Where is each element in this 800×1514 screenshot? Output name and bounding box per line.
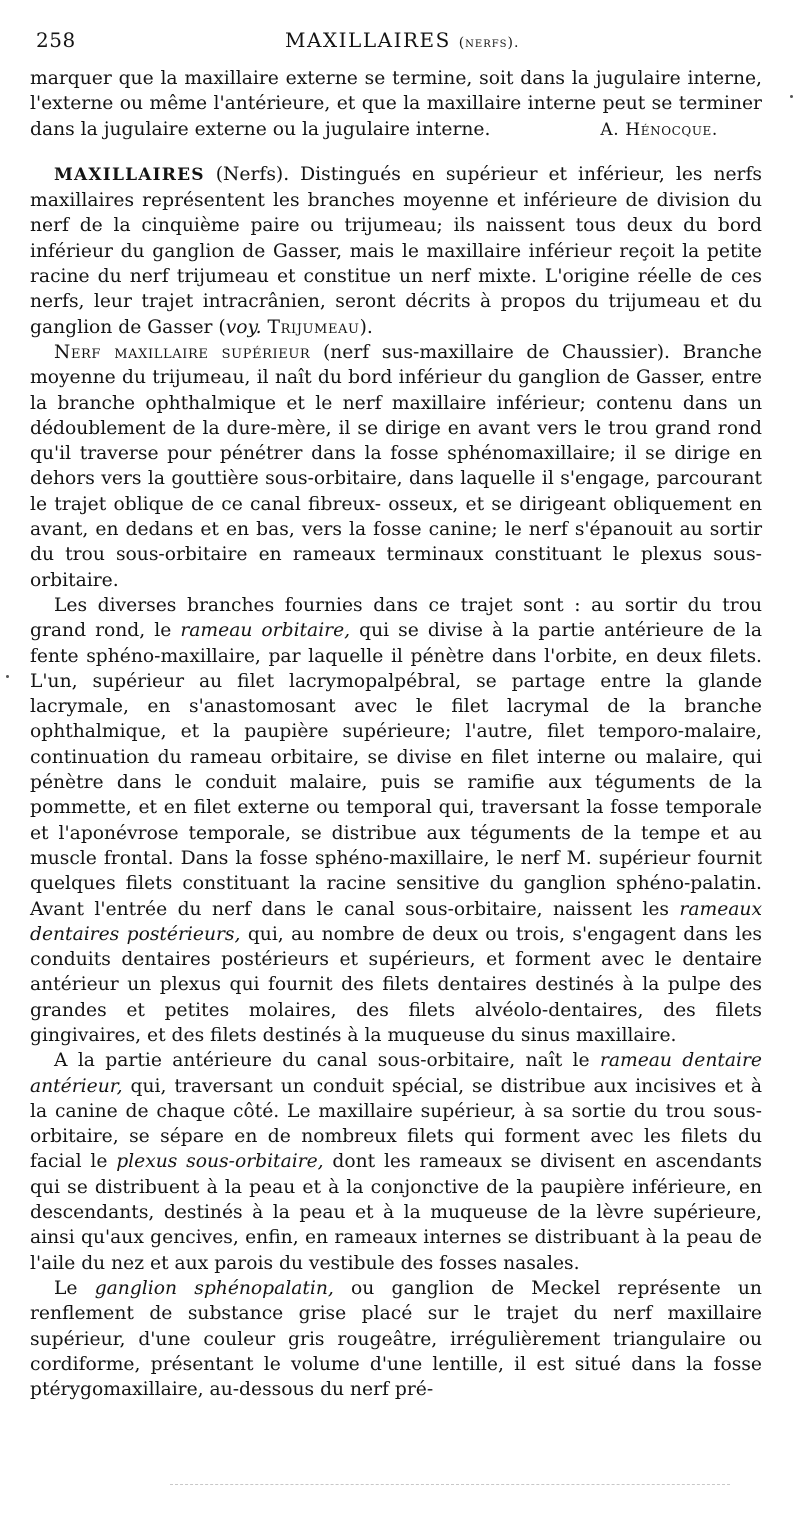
entry-label: (Nerfs). — [215, 163, 290, 185]
paragraph-text: marquer que la maxillaire externe se termine, soit dans la jugulaire interne, l'externe ou même l'antérieure, et que la maxillaire interne peut se terminer dans la jugulaire externe ou la jugulaire interne. — [30, 68, 762, 140]
scan-speck — [6, 675, 9, 678]
running-title-main: MAXILLAIRES — [285, 28, 451, 52]
term-rameaux-dentaires-posterieurs: rameaux dentaires postérieurs, — [30, 898, 762, 945]
page-number: 258 — [36, 28, 76, 52]
page-header — [30, 26, 760, 56]
paragraph-text: (nerf sus-maxillaire de Chaussier). Branche moyenne du trijumeau, il naît du bord inférieur du ganglion de Gasser, entre la branche ophthalmique et le nerf maxillaire inférieur; contenu dans un dédoublement de la dure-mère, il se dirige en avant vers le trou grand rond qu'il traverse pour pénétrer dans la fosse sphénomaxillaire; il se dirige en dehors vers la gouttière sous-orbitaire, dans laquelle il s'engage, parcourant le trajet oblique de ce canal fibreux- osseux, et se dirigeant obliquement en avant, en dedans et en bas, vers la fosse canine; le nerf s'épanouit au sortir du trou sous-orbitaire en rameaux terminaux constituant le plexus sous-orbitaire. — [30, 341, 762, 591]
term-plexus-sous-orbitaire: plexus sous-orbitaire, — [116, 1151, 324, 1173]
cross-ref-target: Trijumeau — [267, 316, 360, 338]
running-title-sub: (nerfs). — [458, 35, 520, 51]
author-signature: A. Hénocque. — [600, 119, 718, 140]
scan-speck — [790, 95, 793, 98]
scan-artifact-rule — [170, 1484, 730, 1485]
paragraph-branches: Les diverses branches fournies dans ce trajet sont : au sortir du trou grand rond, le rameau orbitaire, qui se divise à la partie antérieure de la fente sphéno-maxillaire, par laquelle il pénètre dans l'orbite, en deux filets. L'un, supérieur au filet lacrymopalpébral, se partage entre la glande lacrymale, en s'anastomosant avec le filet lacrymal de la branche ophthalmique, et la paupière supérieure; l'autre, filet temporo-malaire, continuation du rameau orbitaire, se divise en filet interne ou malaire, qui pénètre dans le conduit malaire, puis se ramifie aux téguments de la pommette, et en filet externe ou temporal qui, traversant la fosse temporale et l'aponévrose temporale, se distribue aux téguments de la tempe et au muscle frontal. Dans la fosse sphéno-maxillaire, le nerf M. supérieur fournit quelques filets constituant la racine sensitive du ganglion sphéno-palatin. Avant l'entrée du nerf dans le canal sous-orbitaire, naissent les rameaux dentaires postérieurs, qui, au nombre de deux ou trois, s'engagent dans les conduits dentaires postérieurs et supérieurs, et forment avec le dentaire antérieur un plexus qui fournit des filets dentaires destinés à la pulpe des grandes et petites molaires, des filets alvéolo-dentaires, des filets gingivaires, et des filets destinés à la muqueuse du sinus maxillaire. — [30, 594, 762, 1046]
term-rameau-dentaire-anterieur: rameau dentaire antérieur, — [30, 1050, 762, 1097]
entry-headword: MAXILLAIRES — [54, 164, 205, 185]
paragraph-rameau-anterieur: A la partie antérieure du canal sous-orbitaire, naît le rameau dentaire antérieur, qui, traversant un conduit spécial, se distribue aux incisives et à la canine de chaque côté. Le maxillaire supérieur, à sa sortie du trou sous-orbitaire, se sépare en de nombreux filets qui forment avec les filets du facial le plexus sous-orbitaire, dont les rameaux se divisent en ascendants qui se distribuent à la peau et à la conjonctive de la paupière inférieure, en descendants, destinés à la peau et à la muqueuse de la lèvre supérieure, ainsi qu'aux gencives, enfin, en rameaux internes se distribuant à la peau de l'aile du nez et aux parois du vestibule des fosses nasales. — [30, 1050, 762, 1274]
cross-ref-voy: voy. — [225, 316, 262, 338]
term-ganglion-sphenopalatin: ganglion sphénopalatin, — [94, 1277, 334, 1299]
entry-maxillaires-nerfs: MAXILLAIRES (Nerfs). Distingués en supérieur et inférieur, les nerfs maxillaires représentent les branches moyenne et inférieure de division du nerf de la cinquième paire ou trijumeau; ils naissent tous deux du bord inférieur du ganglion de Gasser, mais le maxillaire inférieur reçoit la petite racine du nerf trijumeau et constitue un nerf mixte. L'origine réelle de ces nerfs, leur trajet intracrânien, seront décrits à propos du trijumeau et du ganglion de Gasser (voy. Trijumeau). — [30, 163, 762, 338]
paragraph-continuation — [30, 66, 762, 143]
subsection-heading: Nerf maxillaire supérieur — [54, 341, 311, 363]
subsection-nerf-maxillaire-superieur — [30, 340, 762, 593]
running-title — [285, 28, 519, 52]
term-rameau-orbitaire: rameau orbitaire, — [180, 620, 351, 642]
article-body — [30, 66, 762, 1402]
paragraph-text: Distingués en supérieur et inférieur, les nerfs maxillaires représentent les branches moyenne et inférieure de division du nerf de la cinquième paire ou trijumeau; ils naissent tous deux du bord inférieur du ganglion de Gasser, mais le maxillaire inférieur reçoit la petite racine du nerf trijumeau et constitue un nerf mixte. L'origine réelle de ces nerfs, leur trajet intracrânien, seront décrits à propos du trijumeau et du ganglion de Gasser ( — [30, 163, 762, 338]
paragraph-ganglion: Le ganglion sphénopalatin, ou ganglion de Meckel représente un renflement de substance grise placé sur le trajet du nerf maxillaire supérieur, d'une couleur gris rougeâtre, irrégulièrement triangulaire ou cordiforme, présentant le volume d'une lentille, il est situé dans la fosse ptérygomaxillaire, au-dessous du nerf pré- — [30, 1277, 762, 1401]
